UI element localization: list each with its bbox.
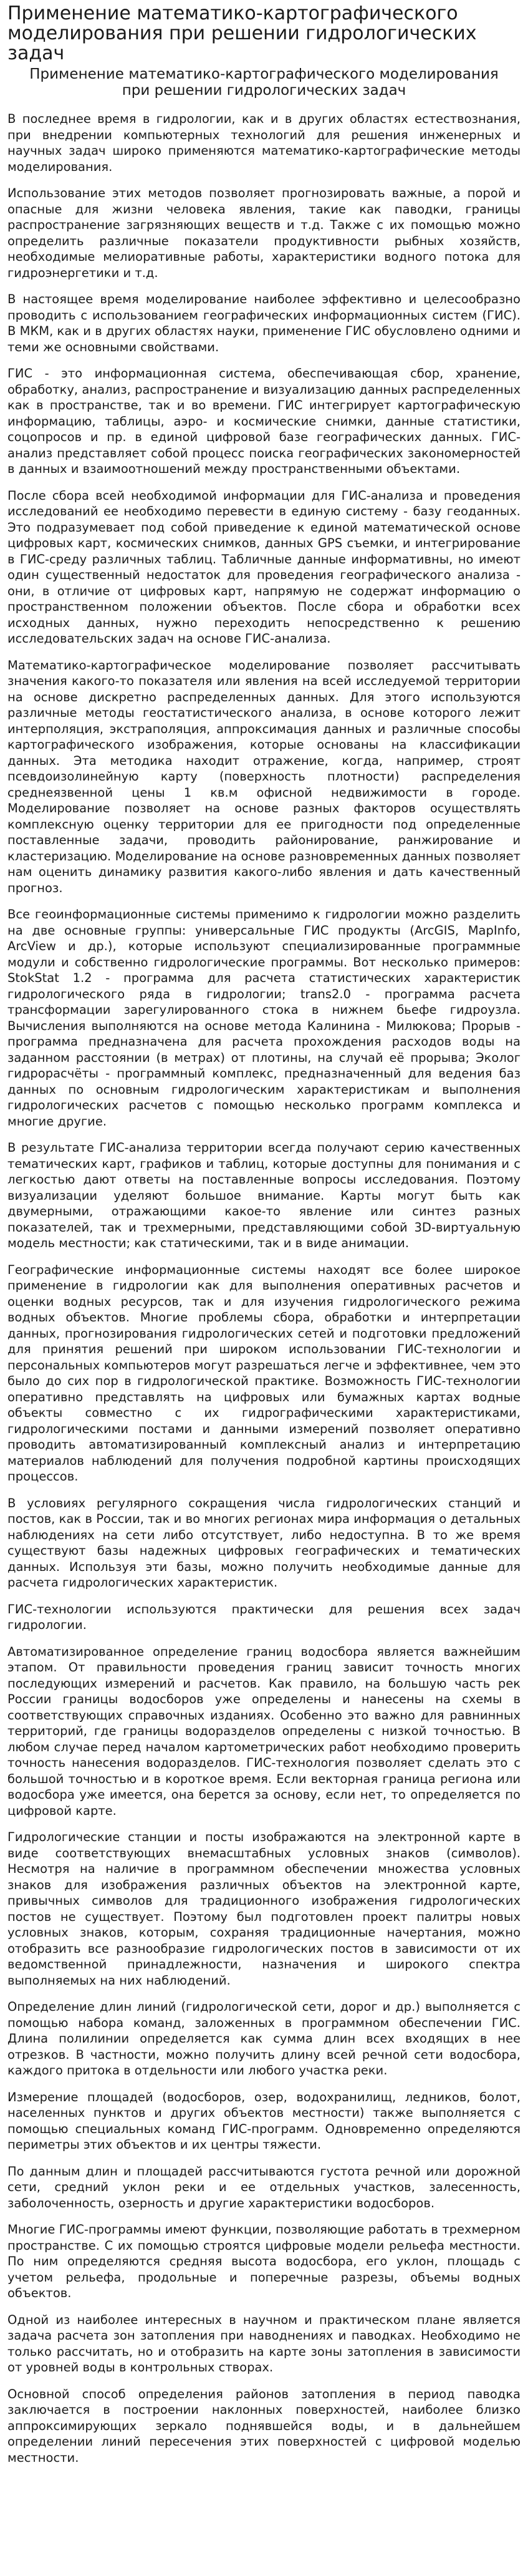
paragraph: Географические информационные системы находят все более широкое применение в гидрологии как для выполнения оперативных расчетов и оценки водных ресурсов, так и для изучения гидрологического режима водных объектов. Многие проблемы сбора, обработки и интерпретации данных, прогнозирования гидрологических сетей и подготовки предложений для принятия решений при широком использовании ГИС-технологии и персональных компьютеров могут разрешаться легче и эффективнее, чем это было до сих пор в гидрологической практике. Возможность ГИС-технологии оперативно представлять на цифровых или бумажных картах водные объекты совместно с их гидрографическими характеристиками, гидрологическими постами и данными измерений позволяет оперативно проводить автоматизированный комплексный анализ и интерпретацию материалов наблюдений для получения подробной картины происходящих процессов. [7, 1262, 521, 1484]
paragraph: Многие ГИС-программы имеют функции, позволяющие работать в трехмерном пространстве. С их помощью строятся цифровые модели рельефа местности. По ним определяются средняя высота водосбора, его уклон, площадь с учетом рельефа, продольные и поперечные разрезы, объемы водных объектов. [7, 2222, 521, 2300]
paragraph: Основной способ определения районов затопления в период паводка заключается в построении наклонных поверхностей, наиболее близко аппроксимирующих зеркало поднявшейся воды, и в дальнейшем определении линий пересечения этих поверхностей с цифровой моделью местности. [7, 2386, 521, 2465]
paragraph: После сбора всей необходимой информации для ГИС-анализа и проведения исследований ее необходимо перевести в единую систему - базу геоданных. Это подразумевает под собой приведение к единой математической основе цифровых карт, космических снимков, данных GPS съемки, и интегрирование в ГИС-среду различных таблиц. Табличные данные информативны, но имеют один существенный недостаток для проведения географического анализа - они, в отличие от цифровых карт, напрямую не содержат информацию о пространственном положении объектов. После сбора и обработки всех исходных данных, нужно переходить непосредственно к решению исследовательских задач на основе ГИС-анализа. [7, 488, 521, 646]
paragraph: В настоящее время моделирование наиболее эффективно и целесообразно проводить с использованием географических информационных систем (ГИС). В МКМ, как и в других областях науки, применение ГИС обусловлено одними и теми же основными свойствами. [7, 292, 521, 354]
paragraph: В последнее время в гидрологии, как и в других областях естествознания, при внедрении компьютерных технологий для решения инженерных и научных задач широко применяются математико-картографические методы моделирования. [7, 112, 521, 174]
paragraph: Определение длин линий (гидрологической сети, дорог и др.) выполняется с помощью набора команд, заложенных в программном обеспечении ГИС. Длина полилинии определяется как сумма длин всех входящих в нее отрезков. В частности, можно получить длину всей речной сети водосбора, каждого притока в отдельности или любого участка реки. [7, 2000, 521, 2078]
paragraph: ГИС - это информационная система, обеспечивающая сбор, хранение, обработку, анализ, распространение и визуализацию данных распределенных как в пространстве, так и во времени. ГИС интегрирует картографическую информацию, таблицы, аэро- и космические снимки, данные статистики, соцопросов и пр. в единой цифровой базе географических данных. ГИС-анализ представляет собой процесс поиска географических закономерностей в данных и взаимоотношений между пространственными объектами. [7, 366, 521, 476]
paragraph: Автоматизированное определение границ водосбора является важнейшим этапом. От правильности проведения границ зависит точность многих последующих измерений и расчетов. Как правило, на большую часть рек России границы водосборов уже определены и нанесены на схемы в соответствующих справочных изданиях. Особенно это важно для равнинных территорий, где границы водоразделов определены с низкой точностью. В любом случае перед началом картометрических работ необходимо проверить точность нанесения водоразделов. ГИС-технология позволяет сделать это с большой точностью и в короткое время. Если векторная граница региона или водосбора уже имеется, она берется за основу, если нет, то определяется по цифровой карте. [7, 1644, 521, 1818]
page-title: Применение математико-картографического моделирования при решении гидрологических задач [7, 2, 477, 64]
paragraph: Математико-картографическое моделирование позволяет рассчитывать значения какого-то показателя или явления на всей исследуемой территории на основе дискретно распределенных данных. Для этого используются различные методы геостатистического анализа, в основе которого лежит интерполяция, экстраполяция, аппроксимация данных и различные способы картографического изображения, которые основаны на классификации данных. Эта методика находит отражение, когда, например, строят псевдоизолинейную карту (поверхность плотности) распределения среднеязвенной цены 1 кв.м офисной недвижимости в городе. Моделирование позволяет на основе разных факторов осуществлять комплексную оценку территории для ее пригодности под определенные поставленные задачи, проводить районирование, ранжирование и кластеризацию. Моделирование на основе разновременных данных позволяет нам оценить динамику развития какого-либо явления и дать качественный прогноз. [7, 658, 521, 895]
paragraph: Гидрологические станции и посты изображаются на электронной карте в виде соответствующих внемасштабных условных знаков (символов). Несмотря на наличие в программном обеспечении множества условных знаков для изображения различных объектов на электронной карте, привычных символов для традиционного изображения гидрологических постов не существует. Поэтому был подготовлен проект палитры новых условных знаков, которым, сохраняя традиционные начертания, можно отобразить все разнообразие гидрологических постов в зависимости от их ведомственной принадлежности, назначения и широкого спектра выполняемых на них наблюдений. [7, 1830, 521, 1988]
page-subtitle: Применение математико-картографического моделирования при решении гидрологических задач [29, 66, 499, 99]
paragraph: В условиях регулярного сокращения числа гидрологических станций и постов, как в России, так и во многих регионах мира информация о детальных наблюдениях на сети либо отсутствует, либо недоступна. В то же время существуют базы надежных цифровых географических и тематических данных. Используя эти базы, можно получить необходимые данные для расчета гидрологических характеристик. [7, 1495, 521, 1590]
paragraph: Измерение площадей (водосборов, озер, водохранилищ, ледников, болот, населенных пунктов и других объектов местности) также выполняется с помощью специальных команд ГИС-программ. Одновременно определяются периметры этих объектов и их центры тяжести. [7, 2089, 521, 2152]
paragraph: ГИС-технологии используются практически для решения всех задач гидрологии. [7, 1601, 521, 1632]
paragraph: Все геоинформационные системы применимо к гидрологии можно разделить на две основные группы: универсальные ГИС продукты (ArcGIS, MapInfo, ArcView и др.), которые используют специализированные программные модули и собственно гидрологические программы. Вот несколько примеров: StokStat 1.2 - программа для расчета статистических характеристик гидрологического ряда в гидрологии; trans2.0 - программа расчета трансформации зарегулированного стока в нижнем бьефе гидроузла. Вычисления выполняются на основе метода Калинина - Милюкова; Прорыв - программа предназначена для расчета прохождения расходов воды на заданном расстоянии (в метрах) от плотины, на случай её прорыва; Эколог гидрорасчёты - программный комплекс, предназначенный для ведения баз данных по основным гидрологическим характеристикам и выполнения гидрологических расчетов с помощью несколько программ комплекса и многие другие. [7, 907, 521, 1129]
paragraph: Одной из наиболее интересных в научном и практическом плане является задача расчета зон затопления при наводнениях и паводках. Необходимо не только рассчитать, но и отобразить на карте зоны затопления в зависимости от уровней воды в контрольных створах. [7, 2312, 521, 2374]
article-body [7, 111, 521, 2466]
paragraph: По данным длин и площадей рассчитываются густота речной или дорожной сети, средний уклон реки и ее отдельных участков, залесенность, заболоченность, озерность и другие характеристики водосборов. [7, 2164, 521, 2210]
paragraph: В результате ГИС-анализа территории всегда получают серию качественных тематических карт, графиков и таблиц, которые доступны для понимания и с легкостью дают ответы на поставленные вопросы исследования. Поэтому визуализации уделяют большое внимание. Карты могут быть как двумерными, отражающими какое-то явление или синтез разных показателей, так и трехмерными, представляющими собой 3D-виртуальную модель местности; как статическими, так и в виде анимации. [7, 1140, 521, 1250]
paragraph: Использование этих методов позволяет прогнозировать важные, а порой и опасные для жизни человека явления, такие как паводки, границы распространение загрязняющих веществ и т.д. Также с их помощью можно определить различные показатели продуктивности рыбных хозяйств, необходимые мелиоративные работы, характеристики водного потока для гидроэнергетики и т.д. [7, 186, 521, 280]
